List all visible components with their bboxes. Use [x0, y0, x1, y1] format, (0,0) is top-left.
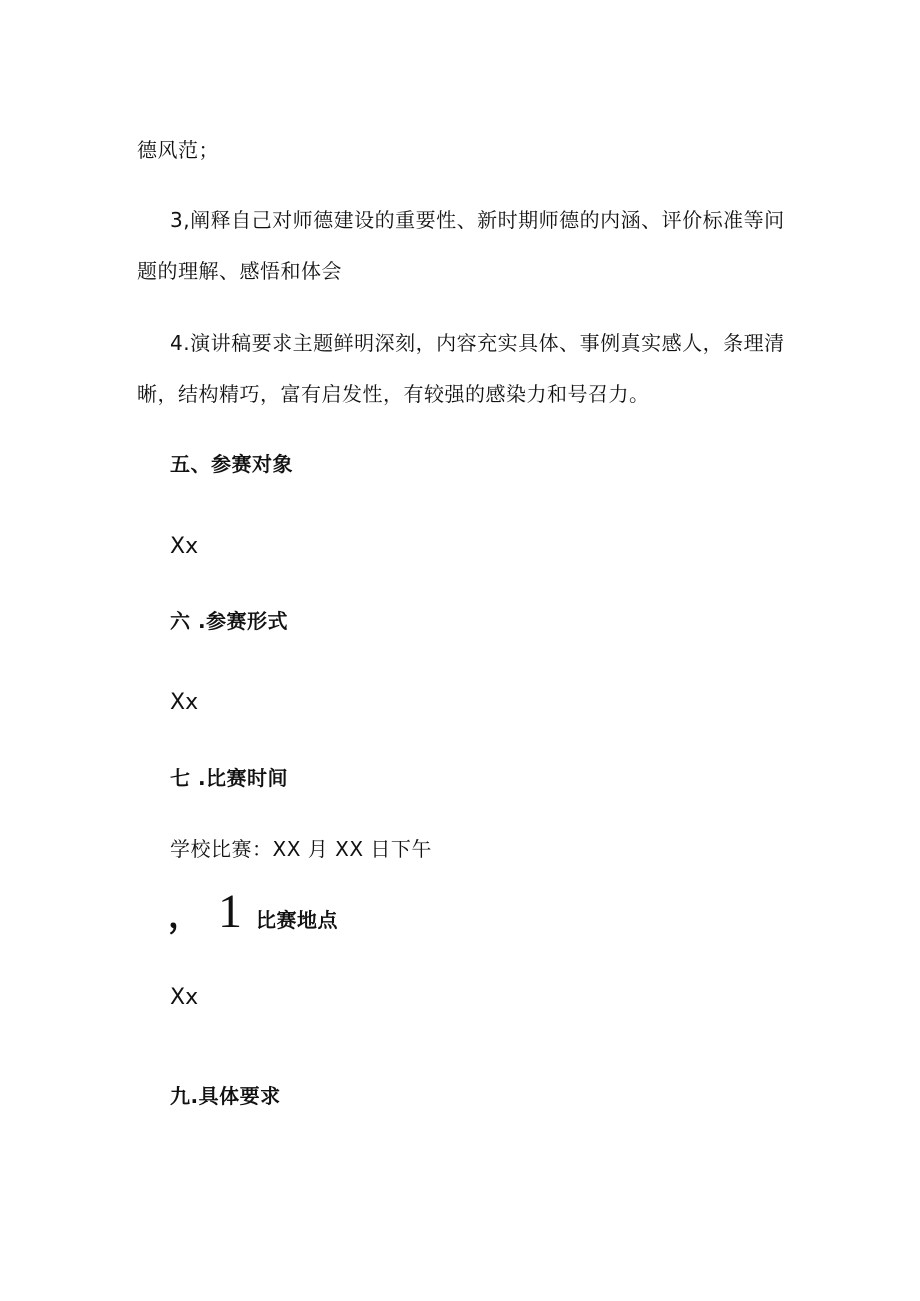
section-heading: 六 .参赛形式 [170, 609, 289, 633]
paragraph-line: 晰，结构精巧，富有启发性，有较强的感染力和号召力。 [137, 382, 650, 406]
section-heading: 五、参赛对象 [170, 452, 293, 476]
section-number-comma: ， [168, 896, 202, 936]
section-value: Xx [170, 690, 199, 715]
paragraph-line: 题的理解、感悟和体会 [137, 259, 342, 283]
section-value: Xx [170, 534, 199, 559]
section-heading: 七 .比赛时间 [170, 766, 289, 790]
section-number: 1 [218, 885, 242, 938]
section-heading: 九.具体要求 [170, 1084, 281, 1108]
paragraph-line: 4.演讲稿要求主题鲜明深刻，内容充实具体、事例真实感人，条理清 [170, 331, 785, 355]
section-value: 学校比赛：XX 月 XX 日下午 [170, 837, 432, 861]
section-heading: 比赛地点 [256, 908, 338, 932]
section-value: Xx [170, 985, 199, 1010]
paragraph-line: 3,阐释自己对师德建设的重要性、新时期师德的内涵、评价标准等问 [170, 208, 785, 232]
paragraph-line: 德风范； [137, 138, 219, 162]
